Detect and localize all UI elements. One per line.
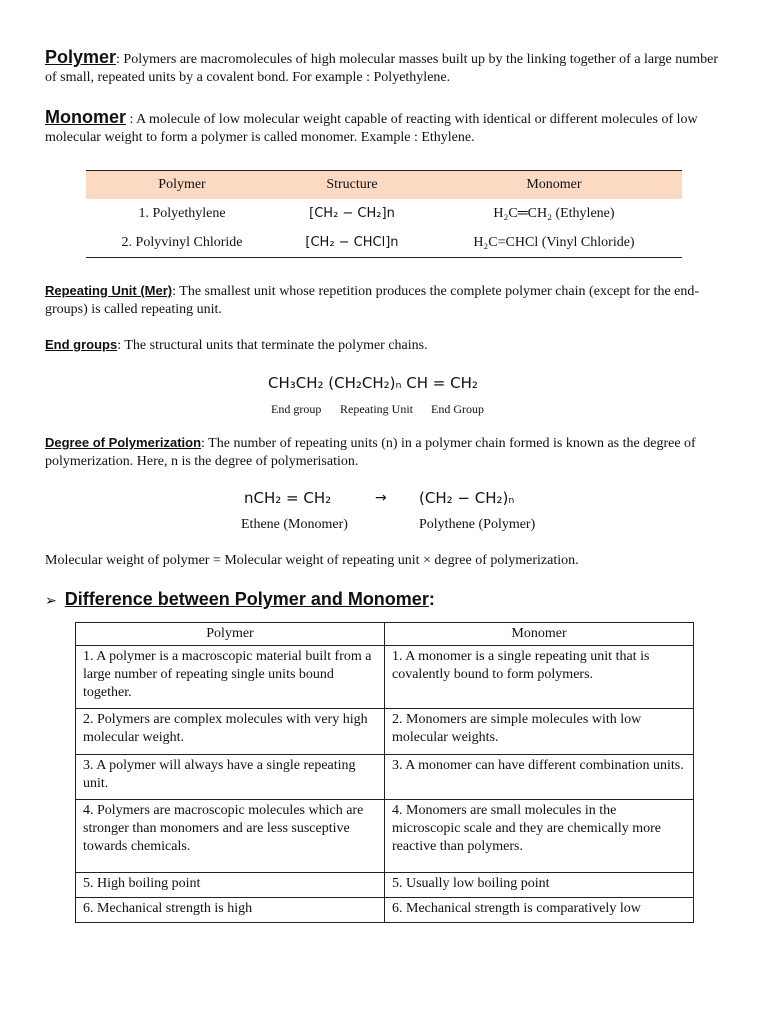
- table-cell: 2. Monomers are simple molecules with low molecular weights.: [385, 709, 694, 755]
- header-monomer: Monomer: [426, 171, 682, 200]
- header-structure: Structure: [278, 171, 426, 200]
- table-cell: 2. Polyvinyl Chloride: [86, 228, 278, 258]
- polymer-monomer-table: [86, 170, 682, 258]
- table-cell: 6. Mechanical strength is comparatively low: [385, 898, 694, 923]
- table-cell: 5. High boiling point: [76, 873, 385, 898]
- difference-heading-text: Difference between Polymer and Monomer: [64, 589, 429, 609]
- end-groups-formula: CH₃CH₂ (CH₂CH₂)ₙ CH = CH₂: [268, 374, 478, 392]
- reaction-product: (CH₂ − CH₂)ₙ: [419, 489, 515, 507]
- table-cell: 5. Usually low boiling point: [385, 873, 694, 898]
- table-row: [76, 898, 694, 923]
- table-cell: [CH₂ − CHCl]n: [278, 228, 426, 258]
- degree-term: Degree of Polymerization: [45, 435, 202, 450]
- table-cell: [CH₂ − CH₂]n: [309, 205, 395, 221]
- table-cell: 4. Polymers are macroscopic molecules which are stronger than monomers and are less susceptive towards chemicals.: [76, 800, 385, 873]
- repeating-unit-label: Repeating Unit: [340, 402, 413, 416]
- table-row: [76, 755, 694, 800]
- end-group-label-left: End group: [271, 402, 322, 416]
- reactant-label: Ethene (Monomer): [241, 517, 348, 532]
- table-header-row: [76, 623, 694, 646]
- table-cell: H₂C=CHCl (Vinyl Chloride): [426, 228, 682, 258]
- degree-definition: [45, 434, 725, 471]
- polymer-text: : Polymers are macromolecules of high molecular masses built up by the linking together of a large number of small, repeated units by a covalent bond. For example : Polyethylene.: [45, 52, 719, 85]
- table-row: [86, 228, 682, 258]
- header-monomer: Monomer: [385, 623, 694, 646]
- arrow-bullet-icon: ➢: [45, 593, 57, 609]
- repeating-unit-text: : The smallest unit whose repetition produces the complete polymer chain (except for the end-groups) is called repeating unit.: [45, 284, 700, 317]
- table-cell: 1. A polymer is a macroscopic material built from a large number of repeating single units bound together.: [76, 646, 385, 709]
- polymer-term: Polymer: [45, 47, 117, 67]
- monomer-term: Monomer: [45, 107, 126, 127]
- table-cell: 4. Monomers are small molecules in the microscopic scale and they are chemically more reactive than polymers.: [385, 800, 694, 873]
- table-row: [76, 709, 694, 755]
- difference-table: [75, 622, 694, 923]
- table-row: [86, 199, 682, 228]
- difference-heading: [45, 588, 435, 612]
- reaction-arrow: →: [375, 490, 387, 506]
- table-cell: 1. A monomer is a single repeating unit that is covalently bound to form polymers.: [385, 646, 694, 709]
- repeating-unit-definition: [45, 282, 725, 319]
- table-cell: H₂C═CH₂ (Ethylene): [493, 205, 615, 221]
- table-cell: 6. Mechanical strength is high: [76, 898, 385, 923]
- end-group-label-right: End Group: [431, 402, 484, 416]
- molecular-weight-statement: Molecular weight of polymer = Molecular weight of repeating unit × degree of polymerization.: [45, 553, 579, 568]
- end-groups-text: : The structural units that terminate the polymer chains.: [117, 338, 428, 353]
- difference-heading-colon: :: [428, 589, 435, 609]
- end-groups-definition: [45, 336, 725, 355]
- table-row: [76, 646, 694, 709]
- monomer-definition: [45, 108, 725, 147]
- table-cell: 3. A monomer can have different combination units.: [385, 755, 694, 800]
- table-row: [76, 873, 694, 898]
- header-polymer: Polymer: [86, 171, 278, 200]
- reaction-reactant: nCH₂ = CH₂: [244, 489, 332, 507]
- monomer-text: : A molecule of low molecular weight capable of reacting with identical or different molecules of low molecular weight to form a polymer is called monomer. Example : Ethylene.: [45, 112, 698, 145]
- degree-text: : The number of repeating units (n) in a polymer chain formed is known as the degree of polymerization. Here, n is the degree of polymerisation.: [45, 436, 696, 469]
- header-polymer: Polymer: [76, 623, 385, 646]
- table-row: [76, 800, 694, 873]
- table-header-row: [86, 171, 682, 200]
- repeating-unit-term: Repeating Unit (Mer): [45, 283, 173, 298]
- end-groups-term: End groups: [45, 337, 118, 352]
- polymer-definition: [45, 48, 725, 87]
- table-cell: 3. A polymer will always have a single repeating unit.: [76, 755, 385, 800]
- product-label: Polythene (Polymer): [419, 517, 536, 532]
- table-cell: 2. Polymers are complex molecules with very high molecular weight.: [76, 709, 385, 755]
- table-cell: 1. Polyethylene: [138, 205, 226, 221]
